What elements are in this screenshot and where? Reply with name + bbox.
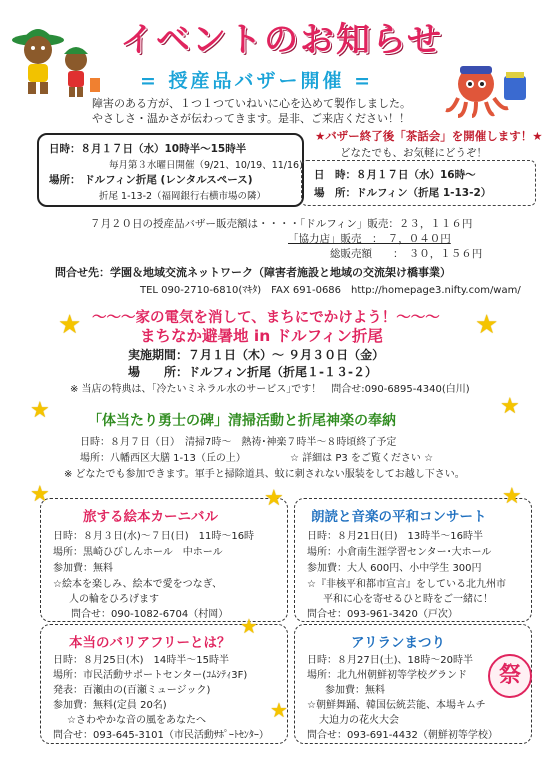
event-title: 旅する絵本カーニバル [83, 509, 218, 525]
event-contact: 問合せ：093-961-3420（戸次） [307, 609, 458, 620]
event-fee: 参加費：無料 [325, 685, 385, 696]
bazaar-place-note: (レンタルスペース) [160, 174, 253, 186]
event-desc: 平和に心を寄せるひと時をご一緒に！ [323, 594, 493, 605]
event-title: 朗読と音楽の平和コンサート [311, 509, 487, 525]
cleanup-detail: ☆ 詳細は P3 をご覧ください ☆ [290, 453, 434, 464]
tea-place: 場 所：ドルフィン（折尾 1-13-2） [314, 187, 492, 199]
star-icon: ★ [30, 482, 50, 507]
cleanup-place: 場所：八幡西区大膳 1-13（丘の上） [80, 453, 246, 464]
tea-party-box [301, 160, 536, 206]
event-place: 場所：小倉南生涯学習センター･大ホール [307, 547, 492, 558]
star-icon: ★ [500, 394, 520, 419]
star-icon: ★ [240, 614, 258, 638]
event-desc: 人の輪をひろげます [69, 594, 159, 605]
event-contact: 問合せ：090-1082-6704（村岡） [71, 609, 229, 620]
event-desc: ☆朝鮮舞踊、韓国伝統芸能、本場キムチ [307, 700, 486, 711]
bazaar-place [49, 172, 253, 187]
event-fee: 参加費：大人 600円、小中学生 300円 [307, 563, 482, 574]
contact-org: 問合せ先：学園＆地域交流ネットワーク（障害者施設と地域の交流架け橋事業） [55, 266, 451, 279]
cool-heading: まちなか避暑地 in ドルフィン折尾 [140, 327, 383, 345]
cool-slogan: ～～～家の電気を消して、まちにでかけよう！～～～ [92, 310, 440, 326]
tea-party-subtext: どなたでも、お気軽にどうぞ！ [340, 147, 487, 159]
event-desc: ☆絵本を楽しみ、絵本で愛をつなぎ、 [53, 579, 223, 590]
cool-place: 場 所：ドルフィン折尾（折尾１-１３-２） [128, 365, 378, 379]
event-speaker: 発表：百瀬由の(百瀬ミュージック) [53, 685, 211, 696]
intro-text [92, 96, 411, 126]
festival-badge-label: 祭 [498, 663, 521, 688]
mascot-illustration [8, 18, 108, 100]
event-title: アリランまつり [351, 635, 445, 651]
event-fee: 参加費：無料(定員 20名) [53, 700, 167, 711]
cool-period: 実施期間：７月１日（木）～ ９月３０日（金） [128, 348, 385, 362]
sales-total: 総販売額 ： ３０，１５６円 [330, 248, 483, 260]
star-icon: ★ [30, 398, 50, 423]
bazaar-place-name: ドルフィン折尾 [84, 174, 157, 186]
event-contact: 問合せ：093-645-3101（市民活動ｻﾎﾟｰﾄｾﾝﾀｰ） [53, 730, 269, 741]
event-date: 日時：８月３日(水)～７日(日) 11時～16時 [53, 531, 255, 542]
event-picturebook-card [40, 498, 288, 622]
page-title: イベントのお知らせ [120, 20, 443, 60]
intro-line: 障害のある方が、１つ１つていねいに心を込めて製作しました。 [92, 97, 411, 110]
event-date: 日時：８月25日(木) 14時半～15時半 [53, 655, 229, 666]
star-icon: ★ [502, 484, 522, 509]
festival-badge-icon [488, 654, 532, 698]
star-icon: ★ [264, 486, 284, 511]
event-desc: 大迫力の花火大会 [319, 715, 399, 726]
cleanup-date: 日時：８月７日（日） 清掃7時～ 熱祷･神楽７時半～８時頃終了予定 [80, 437, 397, 448]
intro-line: やさしさ・温かさが伝わってきます。是非、ご来店ください！！ [92, 112, 411, 125]
event-place: 場所：北九州朝鮮初等学校グランド [307, 670, 467, 681]
octopus-illustration [440, 62, 532, 118]
bazaar-info-box [37, 133, 304, 207]
tea-party-heading: ★バザー終了後「茶話会」を開催します！★ [315, 129, 543, 143]
event-contact: 問合せ：093-691-4432（朝鮮初等学校） [307, 730, 498, 741]
page-subtitle: = 授産品バザー開催 = [140, 70, 374, 92]
event-desc: ☆さわやかな音の風をあなたへ [67, 715, 206, 726]
cleanup-heading: 「体当たり勇士の碑」清掃活動と折尾神楽の奉納 [88, 413, 396, 429]
event-place: 場所：市民活動サポートセンター(ｺﾑｼﾃｨ3F) [53, 670, 248, 681]
event-title: 本当のバリアフリーとは？ [69, 635, 231, 651]
cool-note: ※ 当店の特典は、｢冷たいミネラル水のサービス｣です！ 問合せ:090-6895-4340(白川) [70, 384, 470, 395]
event-place: 場所：黒崎ひびしんホール 中ホール [53, 547, 223, 558]
star-icon: ★ [270, 698, 288, 722]
event-date: 日時：８月21日(日) 13時半～16時半 [307, 531, 483, 542]
sales-line: 「協力店」販売 ： ７，０４０円 [288, 233, 451, 245]
cleanup-note: ※ どなたでも参加できます。軍手と掃除道具、蚊に刺されない服装をしてお越し下さい。 [64, 469, 465, 480]
sales-line: ７月２０日の授産品バザー販売額は・・・・「ドルフィン」販売：２３，１１６円 [90, 218, 473, 230]
event-date: 日時：８月27日(土)、18時～20時半 [307, 655, 473, 666]
bazaar-date: 日時：８月１７日（水）10時半～15時半 [49, 143, 247, 155]
event-concert-card [294, 498, 532, 622]
contact-details: TEL 090-2710-6810(ﾏｷﾀ) FAX 691-0686 http://homepage3.nifty.com/wam/ [140, 285, 521, 296]
tea-date: 日 時：８月１７日（水）16時～ [314, 169, 476, 181]
event-barrierfree-card [40, 624, 288, 744]
bazaar-schedule: 毎月第３水曜日開催（9/21、10/19、11/16) [109, 160, 303, 171]
event-fee: 参加費：無料 [53, 563, 113, 574]
bazaar-place-label: 場所： [49, 174, 81, 186]
star-icon: ★ [58, 310, 82, 340]
event-desc: ☆『非核平和都市宣言』をしている北九州市 [307, 579, 506, 590]
star-icon: ★ [475, 310, 499, 340]
bazaar-address: 折尾 1-13-2（福岡銀行右横市場の隣） [99, 191, 267, 202]
